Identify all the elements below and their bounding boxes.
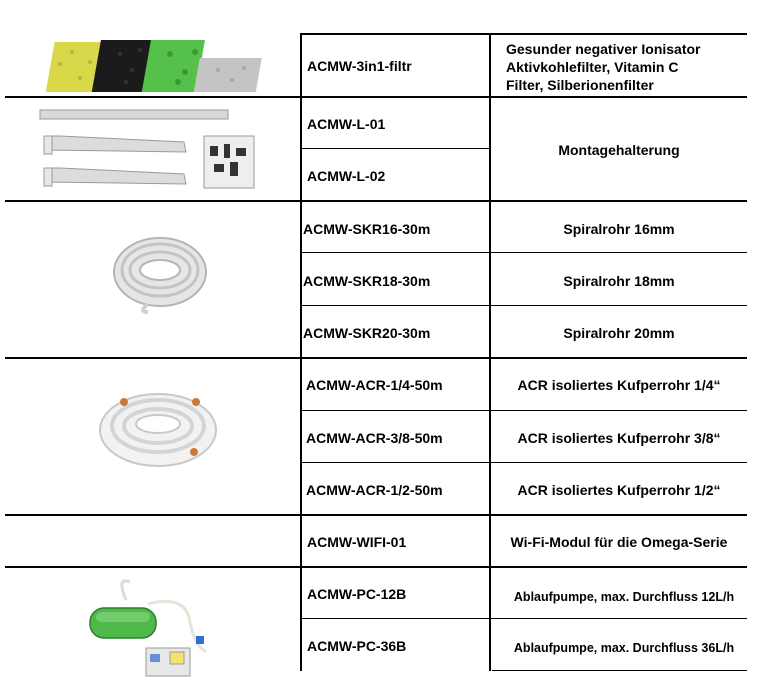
product-code: ACMW-WIFI-01 (307, 534, 407, 550)
product-code: ACMW-ACR-1/2-50m (306, 482, 443, 498)
cell-divider (300, 462, 747, 463)
product-description: Wi-Fi-Modul für die Omega-Serie (510, 534, 728, 550)
row-divider (5, 357, 747, 359)
column-divider-code (300, 33, 302, 671)
product-code: ACMW-ACR-3/8-50m (306, 430, 443, 446)
description-line: Filter, Silberionenfilter (506, 77, 654, 93)
mounting-bracket-image (34, 102, 264, 196)
description-line: Gesunder negativer Ionisator (506, 41, 701, 57)
row-divider (5, 96, 747, 98)
column-divider-description (489, 33, 491, 671)
cell-divider (300, 618, 747, 619)
product-code: ACMW-PC-12B (307, 586, 407, 602)
drain-pump-image (86, 574, 236, 680)
product-description: Ablaufpumpe, max. Durchfluss 36L/h (513, 641, 735, 655)
product-code: ACMW-3in1-filtr (307, 58, 412, 74)
cell-divider (300, 410, 747, 411)
product-code: ACMW-L-02 (307, 168, 386, 184)
product-description: Montagehalterung (558, 142, 680, 158)
spiral-hose-coil-image (108, 228, 214, 314)
product-code: ACMW-SKR20-30m (303, 325, 431, 341)
product-code: ACMW-L-01 (307, 116, 386, 132)
product-description (506, 40, 701, 94)
product-description: ACR isoliertes Kufperrohr 1/4“ (517, 377, 721, 393)
product-code: ACMW-ACR-1/4-50m (306, 377, 443, 393)
insulated-copper-pipe-coil-image (94, 382, 224, 470)
row-divider (5, 514, 747, 516)
product-description: ACR isoliertes Kufperrohr 1/2“ (517, 482, 721, 498)
cell-divider (300, 252, 747, 253)
product-description: Ablaufpumpe, max. Durchfluss 12L/h (513, 590, 735, 604)
row-divider (5, 200, 747, 202)
filter-strips-image (40, 34, 262, 94)
product-description: Spiralrohr 16mm (563, 221, 675, 237)
cell-divider (300, 305, 747, 306)
product-description: Spiralrohr 18mm (563, 273, 675, 289)
table-bottom-border (492, 670, 747, 671)
description-line: Aktivkohlefilter, Vitamin C (506, 59, 679, 75)
row-divider (5, 566, 747, 568)
product-code: ACMW-PC-36B (307, 638, 407, 654)
product-code: ACMW-SKR18-30m (303, 273, 431, 289)
cell-divider (300, 148, 489, 149)
product-description: Spiralrohr 20mm (563, 325, 675, 341)
product-description: ACR isoliertes Kufperrohr 3/8“ (517, 430, 721, 446)
table-top-border (300, 33, 747, 35)
product-code: ACMW-SKR16-30m (303, 221, 431, 237)
